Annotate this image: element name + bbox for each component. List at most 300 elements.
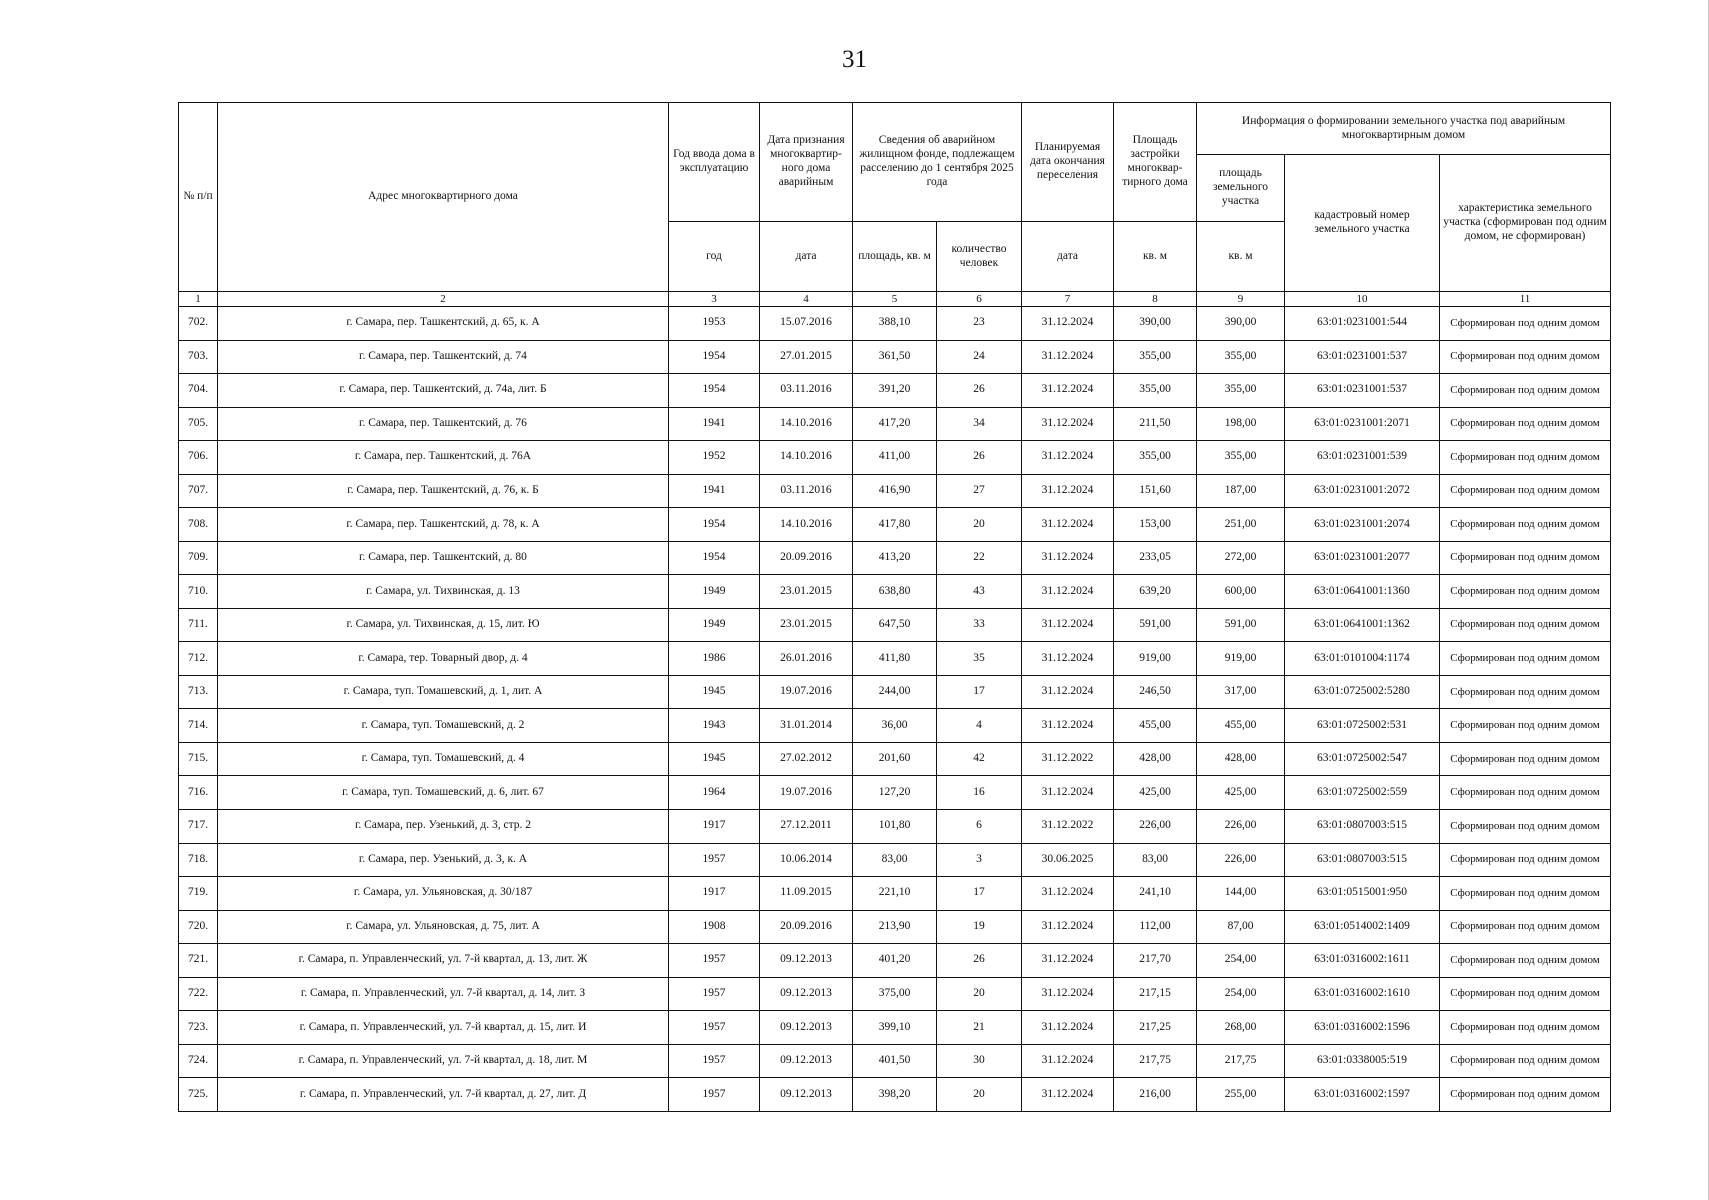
cell-emergency-area: 36,00 — [853, 709, 937, 743]
column-number: 1 — [179, 292, 218, 307]
cell-building-area: 112,00 — [1114, 910, 1197, 944]
table-row — [179, 843, 1611, 877]
cell-planned-date: 31.12.2024 — [1022, 575, 1114, 609]
cell-emergency-area: 83,00 — [853, 843, 937, 877]
cell-land-area: 226,00 — [1197, 809, 1285, 843]
cell-land-status: Сформирован под одним домом — [1440, 1011, 1611, 1045]
cell-building-area: 217,75 — [1114, 1044, 1197, 1078]
cell-emergency-area: 221,10 — [853, 877, 937, 911]
cell-land-status: Сформирован под одним домом — [1440, 474, 1611, 508]
cell-land-area: 255,00 — [1197, 1078, 1285, 1112]
cell-address: г. Самара, п. Управленческий, ул. 7-й квартал, д. 13, лит. Ж — [218, 944, 669, 978]
table-row — [179, 407, 1611, 441]
table-row — [179, 809, 1611, 843]
cell-land-area: 600,00 — [1197, 575, 1285, 609]
cell-land-area: 455,00 — [1197, 709, 1285, 743]
cell-land-status: Сформирован под одним домом — [1440, 374, 1611, 408]
cell-year-built: 1945 — [669, 675, 760, 709]
cell-recognition-date: 10.06.2014 — [760, 843, 853, 877]
cell-year-built: 1957 — [669, 1044, 760, 1078]
table-body — [179, 307, 1611, 1112]
cell-building-area: 428,00 — [1114, 742, 1197, 776]
cell-address: г. Самара, пер. Ташкентский, д. 76 — [218, 407, 669, 441]
cell-cadastral-number: 63:01:0231001:2072 — [1285, 474, 1440, 508]
cell-residents-count: 34 — [937, 407, 1022, 441]
cell-recognition-date: 19.07.2016 — [760, 675, 853, 709]
cell-address: г. Самара, пер. Ташкентский, д. 65, к. А — [218, 307, 669, 341]
cell-land-area: 355,00 — [1197, 441, 1285, 475]
table-row — [179, 977, 1611, 1011]
column-number: 8 — [1114, 292, 1197, 307]
cell-cadastral-number: 63:01:0231001:544 — [1285, 307, 1440, 341]
cell-row-number: 709. — [179, 541, 218, 575]
cell-planned-date: 31.12.2024 — [1022, 307, 1114, 341]
table-row — [179, 1078, 1611, 1112]
cell-residents-count: 22 — [937, 541, 1022, 575]
cell-land-status: Сформирован под одним домом — [1440, 508, 1611, 542]
cell-land-area: 198,00 — [1197, 407, 1285, 441]
table-row — [179, 709, 1611, 743]
page-number: 31 — [842, 46, 867, 73]
cell-land-status: Сформирован под одним домом — [1440, 944, 1611, 978]
cell-residents-count: 17 — [937, 675, 1022, 709]
cell-cadastral-number: 63:01:0231001:2071 — [1285, 407, 1440, 441]
cell-address: г. Самара, пер. Ташкентский, д. 76А — [218, 441, 669, 475]
cell-recognition-date: 09.12.2013 — [760, 977, 853, 1011]
cell-row-number: 715. — [179, 742, 218, 776]
cell-year-built: 1917 — [669, 877, 760, 911]
cell-building-area: 217,25 — [1114, 1011, 1197, 1045]
cell-recognition-date: 14.10.2016 — [760, 407, 853, 441]
cell-cadastral-number: 63:01:0807003:515 — [1285, 843, 1440, 877]
table-row — [179, 944, 1611, 978]
cell-row-number: 717. — [179, 809, 218, 843]
col-header-address: Адрес многоквартирного дома — [218, 103, 669, 292]
cell-address: г. Самара, пер. Ташкентский, д. 74а, лит. Б — [218, 374, 669, 408]
cell-recognition-date: 09.12.2013 — [760, 1011, 853, 1045]
cell-address: г. Самара, туп. Томашевский, д. 6, лит. 67 — [218, 776, 669, 810]
cell-cadastral-number: 63:01:0316002:1610 — [1285, 977, 1440, 1011]
col-header-land-status: характеристика земельного участка (сформирован под одним домом, не сформирован) — [1440, 155, 1611, 292]
cell-address: г. Самара, п. Управленческий, ул. 7-й квартал, д. 27, лит. Д — [218, 1078, 669, 1112]
cell-row-number: 723. — [179, 1011, 218, 1045]
cell-land-status: Сформирован под одним домом — [1440, 407, 1611, 441]
cell-building-area: 211,50 — [1114, 407, 1197, 441]
cell-residents-count: 23 — [937, 307, 1022, 341]
cell-planned-date: 31.12.2024 — [1022, 608, 1114, 642]
unit-year: год — [669, 222, 760, 292]
cell-emergency-area: 398,20 — [853, 1078, 937, 1112]
unit-date: дата — [760, 222, 853, 292]
cell-year-built: 1957 — [669, 977, 760, 1011]
cell-year-built: 1943 — [669, 709, 760, 743]
cell-building-area: 639,20 — [1114, 575, 1197, 609]
cell-emergency-area: 411,00 — [853, 441, 937, 475]
cell-recognition-date: 14.10.2016 — [760, 508, 853, 542]
cell-address: г. Самара, п. Управленческий, ул. 7-й квартал, д. 18, лит. М — [218, 1044, 669, 1078]
cell-emergency-area: 213,90 — [853, 910, 937, 944]
cell-year-built: 1941 — [669, 474, 760, 508]
cell-planned-date: 31.12.2024 — [1022, 508, 1114, 542]
cell-cadastral-number: 63:01:0316002:1596 — [1285, 1011, 1440, 1045]
cell-emergency-area: 413,20 — [853, 541, 937, 575]
cell-emergency-area: 244,00 — [853, 675, 937, 709]
table-row — [179, 675, 1611, 709]
cell-row-number: 718. — [179, 843, 218, 877]
table-header — [179, 103, 1611, 307]
cell-cadastral-number: 63:01:0231001:2077 — [1285, 541, 1440, 575]
cell-planned-date: 31.12.2024 — [1022, 340, 1114, 374]
cell-row-number: 702. — [179, 307, 218, 341]
cell-residents-count: 19 — [937, 910, 1022, 944]
cell-land-status: Сформирован под одним домом — [1440, 575, 1611, 609]
cell-emergency-area: 416,90 — [853, 474, 937, 508]
col-header-land-info: Информация о формировании земельного участка под аварийным многоквартирным домом — [1197, 103, 1611, 155]
cell-recognition-date: 20.09.2016 — [760, 541, 853, 575]
cell-address: г. Самара, пер. Ташкентский, д. 76, к. Б — [218, 474, 669, 508]
cell-emergency-area: 375,00 — [853, 977, 937, 1011]
cell-recognition-date: 09.12.2013 — [760, 1078, 853, 1112]
cell-land-status: Сформирован под одним домом — [1440, 340, 1611, 374]
cell-building-area: 390,00 — [1114, 307, 1197, 341]
cell-building-area: 217,15 — [1114, 977, 1197, 1011]
column-number: 9 — [1197, 292, 1285, 307]
cell-building-area: 226,00 — [1114, 809, 1197, 843]
cell-planned-date: 31.12.2024 — [1022, 776, 1114, 810]
column-number: 2 — [218, 292, 669, 307]
emergency-housing-table — [178, 102, 1611, 1112]
cell-land-area: 272,00 — [1197, 541, 1285, 575]
cell-row-number: 704. — [179, 374, 218, 408]
cell-recognition-date: 09.12.2013 — [760, 1044, 853, 1078]
unit-area: площадь, кв. м — [853, 222, 937, 292]
col-header-land-area: площадь земельного участка — [1197, 155, 1285, 222]
cell-address: г. Самара, туп. Томашевский, д. 2 — [218, 709, 669, 743]
cell-building-area: 241,10 — [1114, 877, 1197, 911]
cell-residents-count: 43 — [937, 575, 1022, 609]
cell-year-built: 1957 — [669, 1011, 760, 1045]
cell-planned-date: 31.12.2024 — [1022, 407, 1114, 441]
cell-year-built: 1917 — [669, 809, 760, 843]
cell-address: г. Самара, пер. Узенький, д. 3, стр. 2 — [218, 809, 669, 843]
cell-row-number: 724. — [179, 1044, 218, 1078]
cell-row-number: 721. — [179, 944, 218, 978]
cell-recognition-date: 03.11.2016 — [760, 374, 853, 408]
cell-residents-count: 33 — [937, 608, 1022, 642]
cell-land-status: Сформирован под одним домом — [1440, 809, 1611, 843]
cell-emergency-area: 127,20 — [853, 776, 937, 810]
cell-cadastral-number: 63:01:0641001:1362 — [1285, 608, 1440, 642]
cell-land-area: 268,00 — [1197, 1011, 1285, 1045]
cell-address: г. Самара, пер. Ташкентский, д. 80 — [218, 541, 669, 575]
cell-cadastral-number: 63:01:0725002:559 — [1285, 776, 1440, 810]
cell-residents-count: 26 — [937, 441, 1022, 475]
cell-planned-date: 30.06.2025 — [1022, 843, 1114, 877]
cell-residents-count: 16 — [937, 776, 1022, 810]
cell-year-built: 1957 — [669, 843, 760, 877]
unit-planned-date: дата — [1022, 222, 1114, 292]
cell-residents-count: 20 — [937, 977, 1022, 1011]
cell-address: г. Самара, ул. Ульяновская, д. 75, лит. А — [218, 910, 669, 944]
cell-year-built: 1908 — [669, 910, 760, 944]
table-row — [179, 307, 1611, 341]
cell-planned-date: 31.12.2024 — [1022, 709, 1114, 743]
cell-year-built: 1952 — [669, 441, 760, 475]
cell-cadastral-number: 63:01:0231001:2074 — [1285, 508, 1440, 542]
cell-residents-count: 21 — [937, 1011, 1022, 1045]
cell-planned-date: 31.12.2024 — [1022, 910, 1114, 944]
cell-cadastral-number: 63:01:0338005:519 — [1285, 1044, 1440, 1078]
cell-year-built: 1945 — [669, 742, 760, 776]
cell-year-built: 1964 — [669, 776, 760, 810]
table-row — [179, 742, 1611, 776]
cell-year-built: 1949 — [669, 608, 760, 642]
cell-year-built: 1954 — [669, 374, 760, 408]
cell-cadastral-number: 63:01:0725002:5280 — [1285, 675, 1440, 709]
cell-recognition-date: 19.07.2016 — [760, 776, 853, 810]
cell-building-area: 355,00 — [1114, 374, 1197, 408]
cell-building-area: 355,00 — [1114, 340, 1197, 374]
cell-building-area: 216,00 — [1114, 1078, 1197, 1112]
cell-address: г. Самара, пер. Ташкентский, д. 74 — [218, 340, 669, 374]
cell-residents-count: 27 — [937, 474, 1022, 508]
cell-land-status: Сформирован под одним домом — [1440, 608, 1611, 642]
cell-building-area: 217,70 — [1114, 944, 1197, 978]
cell-land-area: 251,00 — [1197, 508, 1285, 542]
cell-year-built: 1957 — [669, 944, 760, 978]
cell-year-built: 1953 — [669, 307, 760, 341]
cell-row-number: 713. — [179, 675, 218, 709]
cell-recognition-date: 03.11.2016 — [760, 474, 853, 508]
cell-residents-count: 4 — [937, 709, 1022, 743]
table-row — [179, 340, 1611, 374]
cell-recognition-date: 15.07.2016 — [760, 307, 853, 341]
column-number: 3 — [669, 292, 760, 307]
cell-building-area: 425,00 — [1114, 776, 1197, 810]
cell-land-status: Сформирован под одним домом — [1440, 742, 1611, 776]
cell-building-area: 455,00 — [1114, 709, 1197, 743]
cell-recognition-date: 27.01.2015 — [760, 340, 853, 374]
column-number: 10 — [1285, 292, 1440, 307]
cell-cadastral-number: 63:01:0641001:1360 — [1285, 575, 1440, 609]
cell-cadastral-number: 63:01:0231001:537 — [1285, 340, 1440, 374]
cell-recognition-date: 09.12.2013 — [760, 944, 853, 978]
cell-emergency-area: 411,80 — [853, 642, 937, 676]
cell-cadastral-number: 63:01:0514002:1409 — [1285, 910, 1440, 944]
cell-land-area: 355,00 — [1197, 374, 1285, 408]
cell-land-area: 355,00 — [1197, 340, 1285, 374]
cell-year-built: 1941 — [669, 407, 760, 441]
cell-cadastral-number: 63:01:0725002:531 — [1285, 709, 1440, 743]
cell-row-number: 705. — [179, 407, 218, 441]
unit-people: количество человек — [937, 222, 1022, 292]
table-row — [179, 575, 1611, 609]
cell-planned-date: 31.12.2024 — [1022, 374, 1114, 408]
cell-land-area: 919,00 — [1197, 642, 1285, 676]
cell-land-status: Сформирован под одним домом — [1440, 1078, 1611, 1112]
col-header-cadastral: кадастровый номер земельного участка — [1285, 155, 1440, 292]
cell-emergency-area: 399,10 — [853, 1011, 937, 1045]
cell-cadastral-number: 63:01:0316002:1597 — [1285, 1078, 1440, 1112]
cell-planned-date: 31.12.2024 — [1022, 541, 1114, 575]
cell-planned-date: 31.12.2024 — [1022, 441, 1114, 475]
col-header-emergency-fund: Сведения об аварийном жилищном фонде, подлежащем расселению до 1 сентября 2025 года — [853, 103, 1022, 222]
cell-row-number: 719. — [179, 877, 218, 911]
table-row — [179, 776, 1611, 810]
cell-address: г. Самара, ул. Тихвинская, д. 15, лит. Ю — [218, 608, 669, 642]
cell-building-area: 355,00 — [1114, 441, 1197, 475]
cell-building-area: 591,00 — [1114, 608, 1197, 642]
cell-emergency-area: 388,10 — [853, 307, 937, 341]
cell-row-number: 708. — [179, 508, 218, 542]
cell-address: г. Самара, п. Управленческий, ул. 7-й квартал, д. 14, лит. З — [218, 977, 669, 1011]
cell-planned-date: 31.12.2022 — [1022, 809, 1114, 843]
cell-cadastral-number: 63:01:0515001:950 — [1285, 877, 1440, 911]
cell-planned-date: 31.12.2024 — [1022, 1011, 1114, 1045]
cell-land-status: Сформирован под одним домом — [1440, 675, 1611, 709]
cell-land-area: 217,75 — [1197, 1044, 1285, 1078]
cell-emergency-area: 361,50 — [853, 340, 937, 374]
cell-recognition-date: 23.01.2015 — [760, 608, 853, 642]
cell-row-number: 707. — [179, 474, 218, 508]
cell-recognition-date: 23.01.2015 — [760, 575, 853, 609]
cell-row-number: 712. — [179, 642, 218, 676]
cell-cadastral-number: 63:01:0231001:537 — [1285, 374, 1440, 408]
cell-emergency-area: 647,50 — [853, 608, 937, 642]
cell-address: г. Самара, туп. Томашевский, д. 4 — [218, 742, 669, 776]
table-row — [179, 1044, 1611, 1078]
cell-building-area: 246,50 — [1114, 675, 1197, 709]
cell-cadastral-number: 63:01:0725002:547 — [1285, 742, 1440, 776]
cell-address: г. Самара, тер. Товарный двор, д. 4 — [218, 642, 669, 676]
cell-building-area: 83,00 — [1114, 843, 1197, 877]
cell-planned-date: 31.12.2024 — [1022, 977, 1114, 1011]
column-number: 11 — [1440, 292, 1611, 307]
cell-recognition-date: 27.02.2012 — [760, 742, 853, 776]
cell-land-status: Сформирован под одним домом — [1440, 709, 1611, 743]
cell-year-built: 1957 — [669, 1078, 760, 1112]
col-header-year-built: Год ввода дома в эксплуатацию — [669, 103, 760, 222]
cell-emergency-area: 417,20 — [853, 407, 937, 441]
cell-land-area: 87,00 — [1197, 910, 1285, 944]
cell-row-number: 720. — [179, 910, 218, 944]
cell-row-number: 711. — [179, 608, 218, 642]
cell-emergency-area: 401,20 — [853, 944, 937, 978]
cell-recognition-date: 20.09.2016 — [760, 910, 853, 944]
cell-emergency-area: 391,20 — [853, 374, 937, 408]
table-row — [179, 441, 1611, 475]
cell-address: г. Самара, ул. Ульяновская, д. 30/187 — [218, 877, 669, 911]
cell-planned-date: 31.12.2024 — [1022, 474, 1114, 508]
cell-land-status: Сформирован под одним домом — [1440, 541, 1611, 575]
cell-row-number: 706. — [179, 441, 218, 475]
cell-land-area: 428,00 — [1197, 742, 1285, 776]
cell-recognition-date: 27.12.2011 — [760, 809, 853, 843]
cell-emergency-area: 401,50 — [853, 1044, 937, 1078]
col-header-planned-date: Планируемая дата окончания переселения — [1022, 103, 1114, 222]
cell-land-area: 317,00 — [1197, 675, 1285, 709]
cell-land-status: Сформирован под одним домом — [1440, 441, 1611, 475]
cell-land-status: Сформирован под одним домом — [1440, 776, 1611, 810]
cell-row-number: 716. — [179, 776, 218, 810]
cell-residents-count: 20 — [937, 1078, 1022, 1112]
cell-residents-count: 35 — [937, 642, 1022, 676]
cell-address: г. Самара, туп. Томашевский, д. 1, лит. А — [218, 675, 669, 709]
cell-land-area: 390,00 — [1197, 307, 1285, 341]
cell-land-status: Сформирован под одним домом — [1440, 877, 1611, 911]
cell-planned-date: 31.12.2024 — [1022, 1044, 1114, 1078]
table-row — [179, 910, 1611, 944]
cell-address: г. Самара, ул. Тихвинская, д. 13 — [218, 575, 669, 609]
cell-emergency-area: 201,60 — [853, 742, 937, 776]
cell-planned-date: 31.12.2022 — [1022, 742, 1114, 776]
unit-building-sqm: кв. м — [1114, 222, 1197, 292]
cell-land-area: 144,00 — [1197, 877, 1285, 911]
cell-land-status: Сформирован под одним домом — [1440, 1044, 1611, 1078]
cell-row-number: 725. — [179, 1078, 218, 1112]
table-row — [179, 541, 1611, 575]
cell-planned-date: 31.12.2024 — [1022, 642, 1114, 676]
cell-row-number: 722. — [179, 977, 218, 1011]
col-header-num: № п/п — [179, 103, 218, 292]
column-number: 4 — [760, 292, 853, 307]
cell-cadastral-number: 63:01:0807003:515 — [1285, 809, 1440, 843]
column-number: 7 — [1022, 292, 1114, 307]
cell-recognition-date: 14.10.2016 — [760, 441, 853, 475]
cell-planned-date: 31.12.2024 — [1022, 1078, 1114, 1112]
cell-cadastral-number: 63:01:0101004:1174 — [1285, 642, 1440, 676]
cell-land-status: Сформирован под одним домом — [1440, 977, 1611, 1011]
table-row — [179, 374, 1611, 408]
cell-building-area: 233,05 — [1114, 541, 1197, 575]
cell-emergency-area: 638,80 — [853, 575, 937, 609]
cell-residents-count: 30 — [937, 1044, 1022, 1078]
table-row — [179, 642, 1611, 676]
unit-land-sqm: кв. м — [1197, 222, 1285, 292]
table-row — [179, 474, 1611, 508]
cell-year-built: 1949 — [669, 575, 760, 609]
cell-land-area: 226,00 — [1197, 843, 1285, 877]
cell-row-number: 714. — [179, 709, 218, 743]
table-row — [179, 608, 1611, 642]
column-number: 6 — [937, 292, 1022, 307]
cell-cadastral-number: 63:01:0316002:1611 — [1285, 944, 1440, 978]
cell-year-built: 1954 — [669, 340, 760, 374]
cell-cadastral-number: 63:01:0231001:539 — [1285, 441, 1440, 475]
table-row — [179, 508, 1611, 542]
cell-land-status: Сформирован под одним домом — [1440, 910, 1611, 944]
cell-row-number: 710. — [179, 575, 218, 609]
cell-year-built: 1954 — [669, 541, 760, 575]
cell-address: г. Самара, пер. Узенький, д. 3, к. А — [218, 843, 669, 877]
table-row — [179, 1011, 1611, 1045]
cell-residents-count: 20 — [937, 508, 1022, 542]
column-number: 5 — [853, 292, 937, 307]
cell-row-number: 703. — [179, 340, 218, 374]
cell-recognition-date: 26.01.2016 — [760, 642, 853, 676]
cell-residents-count: 42 — [937, 742, 1022, 776]
cell-year-built: 1954 — [669, 508, 760, 542]
cell-building-area: 153,00 — [1114, 508, 1197, 542]
cell-land-status: Сформирован под одним домом — [1440, 642, 1611, 676]
cell-recognition-date: 11.09.2015 — [760, 877, 853, 911]
cell-planned-date: 31.12.2024 — [1022, 675, 1114, 709]
cell-recognition-date: 31.01.2014 — [760, 709, 853, 743]
col-header-building-area: Площадь застройки многоквар-тирного дома — [1114, 103, 1197, 222]
column-number-row — [179, 292, 1611, 307]
cell-planned-date: 31.12.2024 — [1022, 944, 1114, 978]
cell-residents-count: 26 — [937, 374, 1022, 408]
